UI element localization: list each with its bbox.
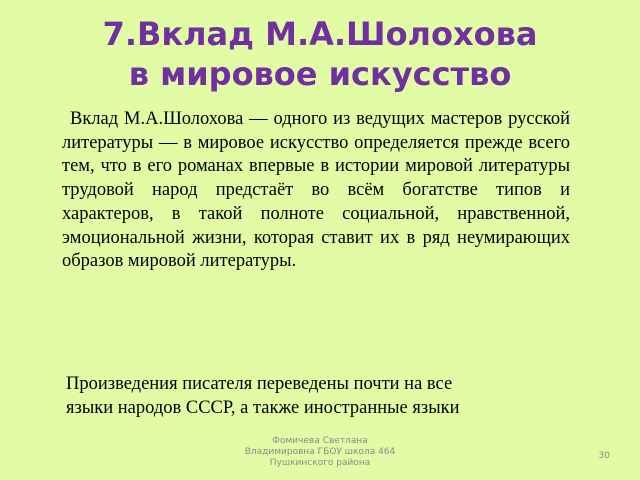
footer-author: [200, 436, 440, 469]
footer-author-line-3: Пушкинского района: [269, 458, 371, 468]
main-paragraph: Вклад М.А.Шолохова — одного из ведущих мастеров русской литературы — в мировое искусство определяется прежде всего тем, что в его романах впервые в истории мировой литературы трудовой народ предстаёт во всём богатстве типов и характеров, в такой полноте социальной, нравственной, эмоциональной жизни, которая ставит их в ряд неумирающих образов мировой литературы.: [62, 109, 570, 272]
translations-paragraph: [66, 373, 536, 420]
slide-title-line-1: 7.Вклад М.А.Шолохова: [102, 15, 538, 53]
slide-title: [0, 14, 640, 94]
translations-line-2: языки народов СССР, а также иностранные языки: [66, 397, 460, 418]
slide-title-line-2: в мировое искусство: [128, 55, 512, 93]
translations-line-1: Произведения писателя переведены почти на все: [66, 374, 453, 394]
footer-author-line-1: Фомичева Светлана: [272, 436, 368, 446]
footer-author-line-2: Владимировна ГБОУ школа 464: [244, 447, 396, 457]
slide-number: 30: [598, 451, 610, 461]
